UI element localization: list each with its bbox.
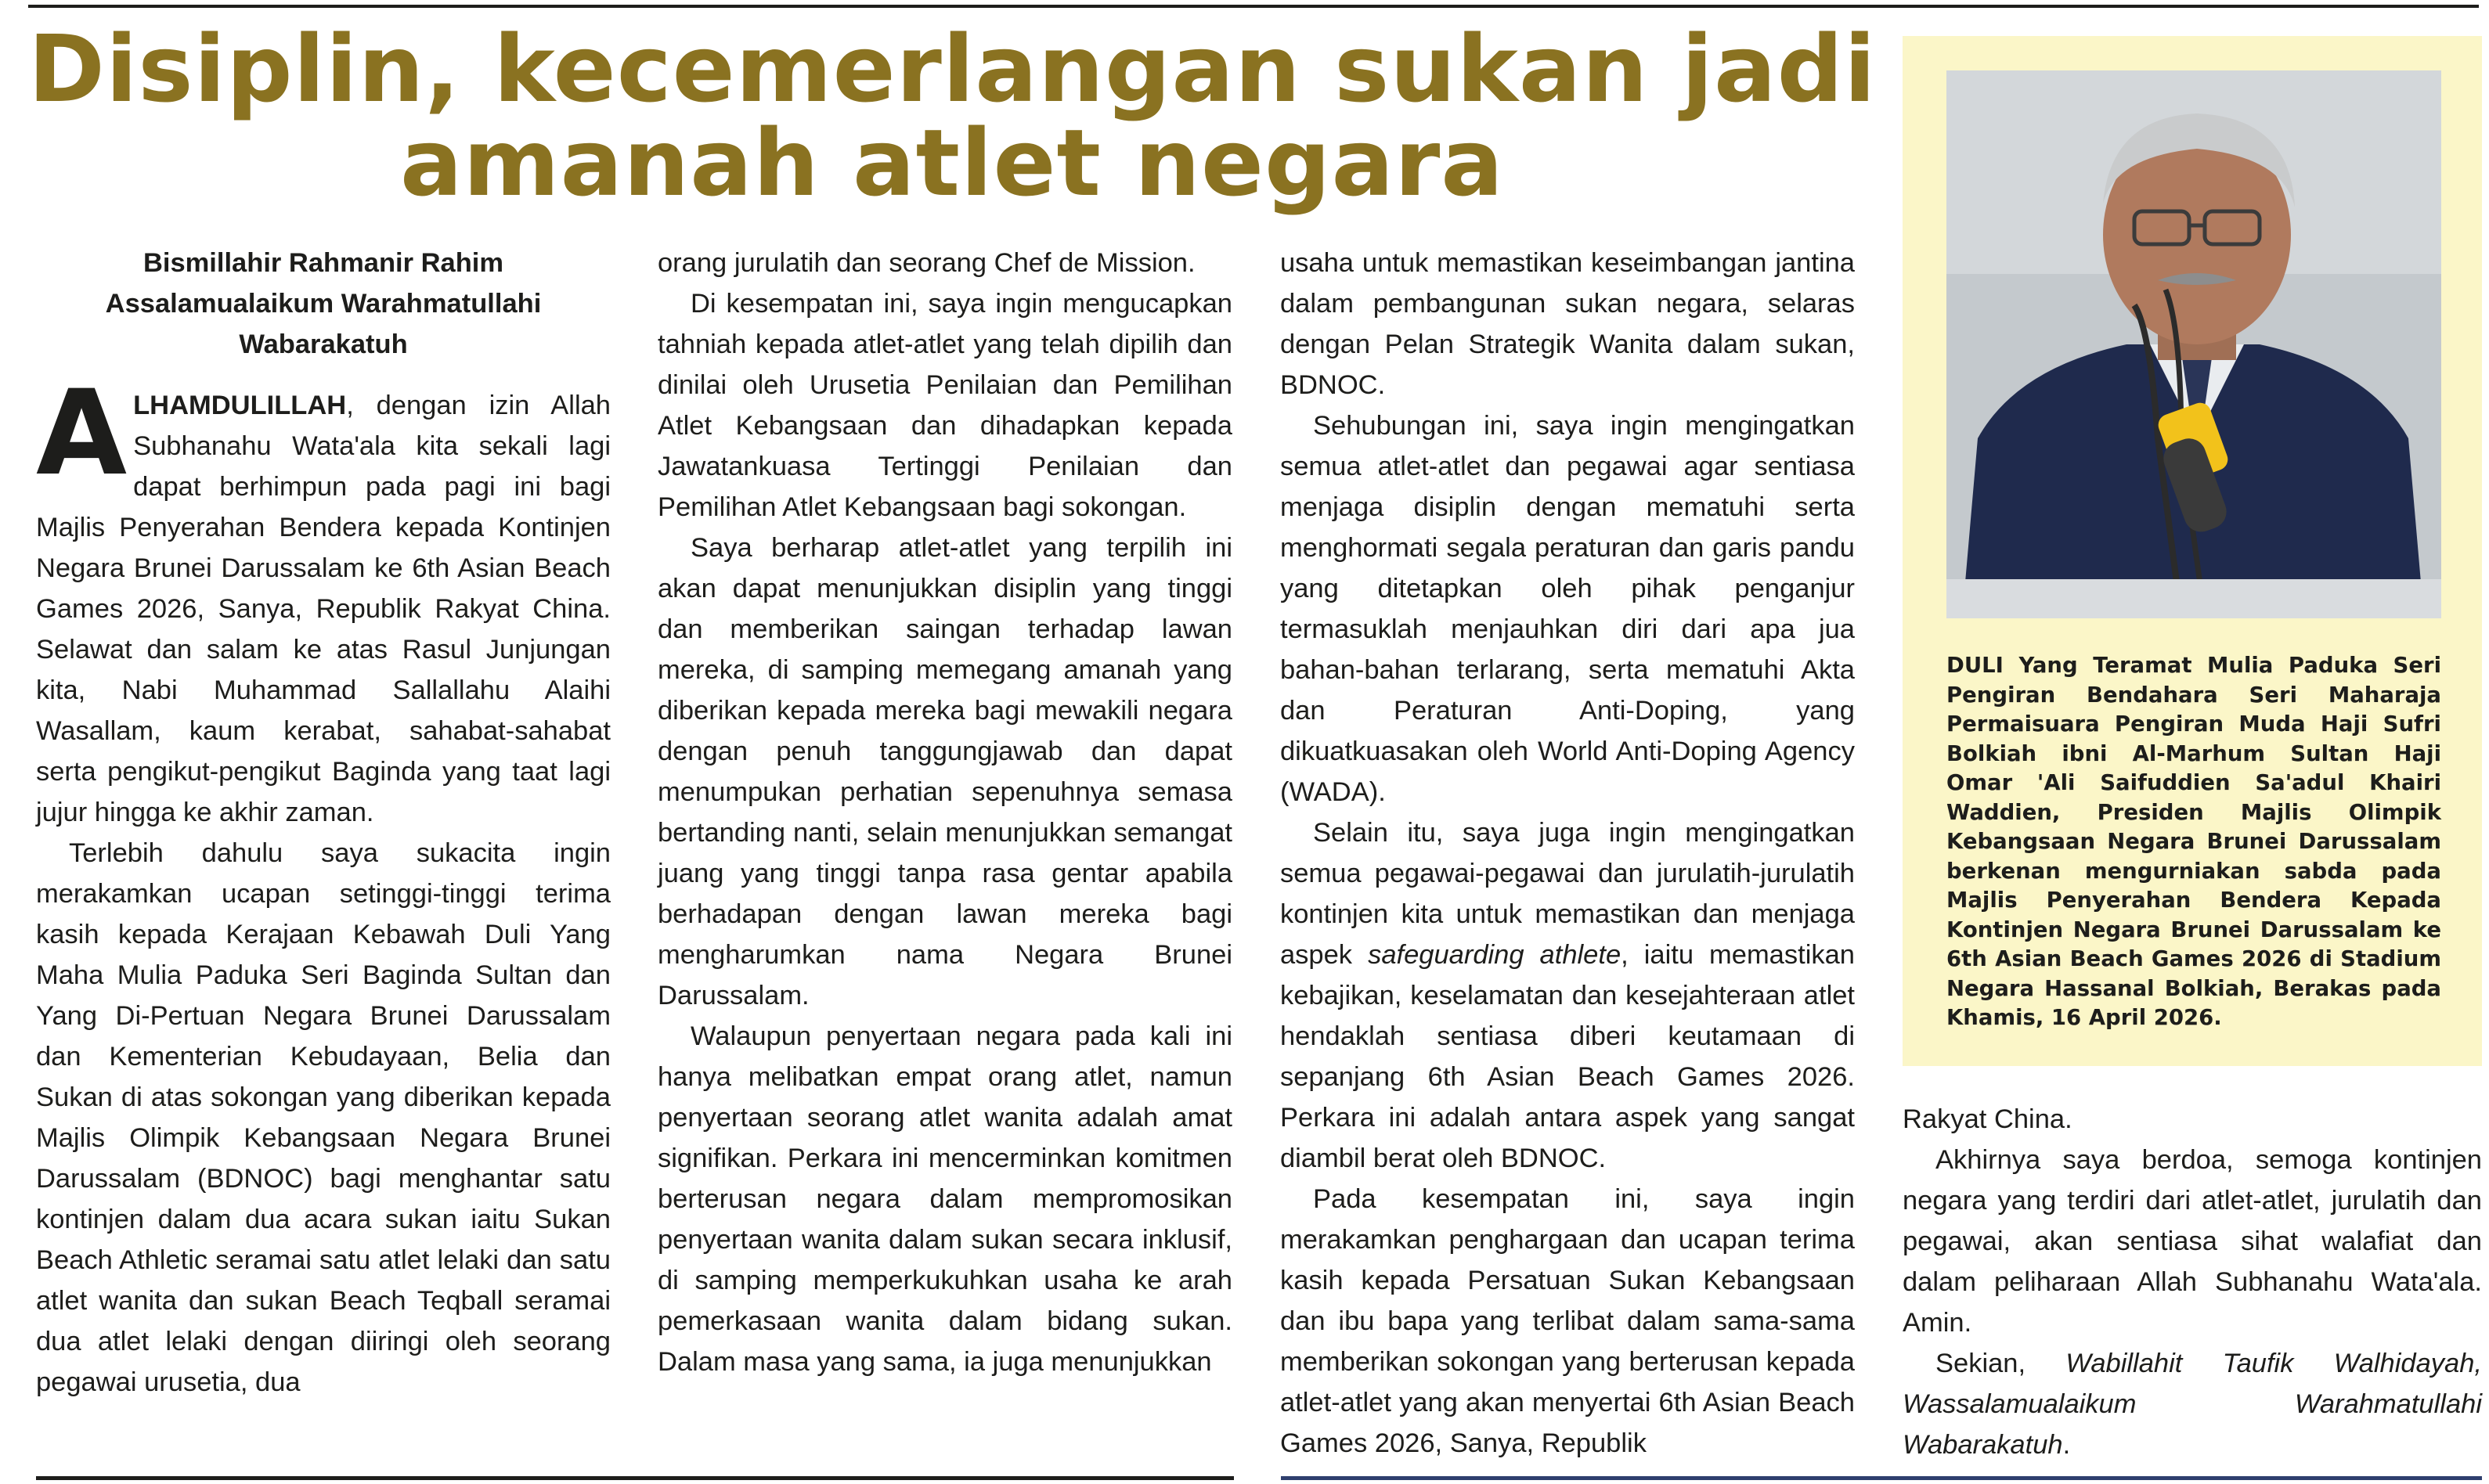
salutation-line-2: Assalamualaikum Warahmatullahi [105,289,542,319]
drop-cap: A [36,366,128,502]
speaker-illustration [1946,70,2441,618]
paragraph-9: Akhirnya saya berdoa, semoga kontinjen negara yang terdiri dari atlet-atlet, jurulatih dan pegawai, akan sentiasa sihat walafiat dan dalam peliharaan Allah Subhanahu Wata'ala. Amin. [1903,1145,2482,1338]
salutation [36,243,611,365]
paragraph-5-continued: usaha untuk memastikan keseimbangan jantina dalam pembangunan sukan negara, selaras dengan Pelan Strategik Wanita dalam sukan, BDNOC. [1280,248,1855,400]
paragraph-10 [1903,1343,2482,1465]
photo-caption: DULI Yang Teramat Mulia Paduka Seri Pengiran Bendahara Seri Maharaja Permaisuara Pengiran Muda Haji Sufri Bolkiah ibni Al-Marhum Sultan Haji Omar 'Ali Saifuddien Sa'adul Khairi Waddien, Presiden Majlis Olimpik Kebangsaan Negara Brunei Darussalam berkenan mengurniakan sabda pada Majlis Penyerahan Bendera Kepada Kontinjen Negara Brunei Darussalam ke 6th Asian Beach Games 2026 di Stadium Negara Hassanal Bolkiah, Berakas pada Khamis, 16 April 2026. [1946,653,2441,1030]
paragraph-1 [36,366,611,833]
paragraph-7 [1280,812,1855,1179]
paragraph-10-emphasis: Wabillahit Taufik Walhidayah, Wassalamualaikum Warahmatullahi Wabarakatuh [1903,1349,2482,1460]
salutation-line-3: Wabarakatuh [239,330,408,359]
paragraph-7-text-b: , iaitu memastikan kebajikan, keselamatan dan kesejahteraan atlet hendaklah sentiasa diberi keutamaan di sepanjang 6th Asian Beach Games 2026. Perkara ini adalah antara aspek yang sangat diambil berat oleh BDNOC. [1280,940,1855,1173]
paragraph-6: Sehubungan ini, saya ingin mengingatkan semua atlet-atlet dan pegawai agar sentiasa menjaga disiplin dengan mematuhi serta menghormati segala peraturan dan garis pandu yang ditetapkan oleh pihak penganjur termasuklah menjauhkan diri dari apa jua bahan-bahan terlarang, serta mematuhi Akta dan Peraturan Anti-Doping, yang dikuatkuasakan oleh World Anti-Doping Agency (WADA). [1280,411,1855,807]
paragraph-3: Di kesempatan ini, saya ingin mengucapkan tahniah kepada atlet-atlet yang telah dipilih dan dinilai oleh Urusetia Penilaian dan Pemilihan Atlet Kebangsaan dan dihadapkan kepada Jawatankuasa Tertinggi Penilaian dan Pemilihan Atlet Kebangsaan bagi sokongan. [658,289,1232,522]
paragraph-2: Terlebih dahulu saya sukacita ingin merakamkan ucapan setinggi-tinggi terima kasih kepada Kerajaan Kebawah Duli Yang Maha Mulia Paduka Seri Baginda Sultan dan Yang Di-Pertuan Negara Brunei Darussalam dan Kementerian Kebudayaan, Belia dan Sukan di atas sokongan yang diberikan kepada Majlis Olimpik Kebangsaan Negara Brunei Darussalam (BDNOC) bagi menghantar satu kontinjen dalam dua acara sukan iaitu Sukan Beach Athletic seramai satu atlet lelaki dan satu atlet wanita dan sukan Beach Teqball seramai dua atlet lelaki dengan diiringi oleh seorang pegawai urusetia, dua [36,838,611,1397]
paragraph-2-continued: orang jurulatih dan seorang Chef de Mission. [658,248,1196,278]
paragraph-5: Walaupun penyertaan negara pada kali ini hanya melibatkan empat orang atlet, namun penyertaan seorang atlet wanita adalah amat signifikan. Perkara ini mencerminkan komitmen berterusan negara dalam mempromosikan penyertaan wanita dalam sukan secara inklusif, di samping memperkukuhkan usaha ke arah pemerkasaan wanita dalam bidang sukan. Dalam masa yang sama, ia juga menunjukkan [658,1021,1232,1377]
bottom-rule-right [1281,1476,2482,1480]
lead-word: LHAMDULILLAH [133,391,347,420]
speaker-photo [1946,70,2441,618]
headline-line-2: amanah atlet negara [400,109,1504,217]
salutation-line-1: Bismillahir Rahmanir Rahim [142,248,504,278]
bottom-rule-left [36,1476,1234,1480]
paragraph-10-text-a: Sekian, [1935,1349,2066,1378]
photo-sidebar [1903,36,2482,1066]
paragraph-8: Pada kesempatan ini, saya ingin merakamkan penghargaan dan ucapan terima kasih kepada Persatuan Sukan Kebangsaan dan ibu bapa yang terlibat dalam sama-sama memberikan sokongan yang berterusan kepada atlet-atlet yang akan menyertai 6th Asian Beach Games 2026, Sanya, Republik [1280,1184,1855,1458]
article-column-3 [1280,243,1855,1464]
paragraph-8-continued: Rakyat China. [1903,1104,2072,1134]
article-column-1 [36,243,611,1403]
paragraph-7-text-a: Selain itu, saya juga ingin mengingatkan semua pegawai-pegawai dan jurulatih-jurulatih kontinjen kita untuk memastikan dan menjaga aspek [1280,818,1855,970]
paragraph-1-text: , dengan izin Allah Subhanahu Wata'ala kita sekali lagi dapat berhimpun pada pagi ini bagi Majlis Penyerahan Bendera kepada Kontinjen Negara Brunei Darussalam ke 6th Asian Beach Games 2026, Sanya, Republik Rakyat China. Selawat dan salam ke atas Rasul Junjungan kita, Nabi Muhammad Sallallahu Alaihi Wasallam, kaum kerabat, sahabat-sahabat serta pengikut-pengikut Baginda yang taat lagi jujur hingga ke akhir zaman. [36,391,611,827]
article-column-4 [1903,1099,2482,1465]
paragraph-10-text-b: . [2062,1430,2071,1460]
headline-line-1: Disiplin, kecemerlangan sukan jadi [28,15,1877,123]
article-column-2 [658,243,1232,1382]
paragraph-7-emphasis: safeguarding athlete [1368,940,1621,970]
top-rule [28,5,2479,8]
paragraph-4: Saya berharap atlet-atlet yang terpilih ini akan dapat menunjukkan disiplin yang tinggi dan memberikan saingan terhadap lawan mereka, di samping memegang amanah yang diberikan kepada mereka bagi mewakili negara dengan penuh tanggungjawab dan dapat menumpukan perhatian sepenuhnya semasa bertanding nanti, selain menunjukkan semangat juang yang tinggi tanpa rasa gentar apabila berhadapan dengan lawan mereka bagi mengharumkan nama Negara Brunei Darussalam. [658,533,1232,1010]
headline [28,15,1877,217]
